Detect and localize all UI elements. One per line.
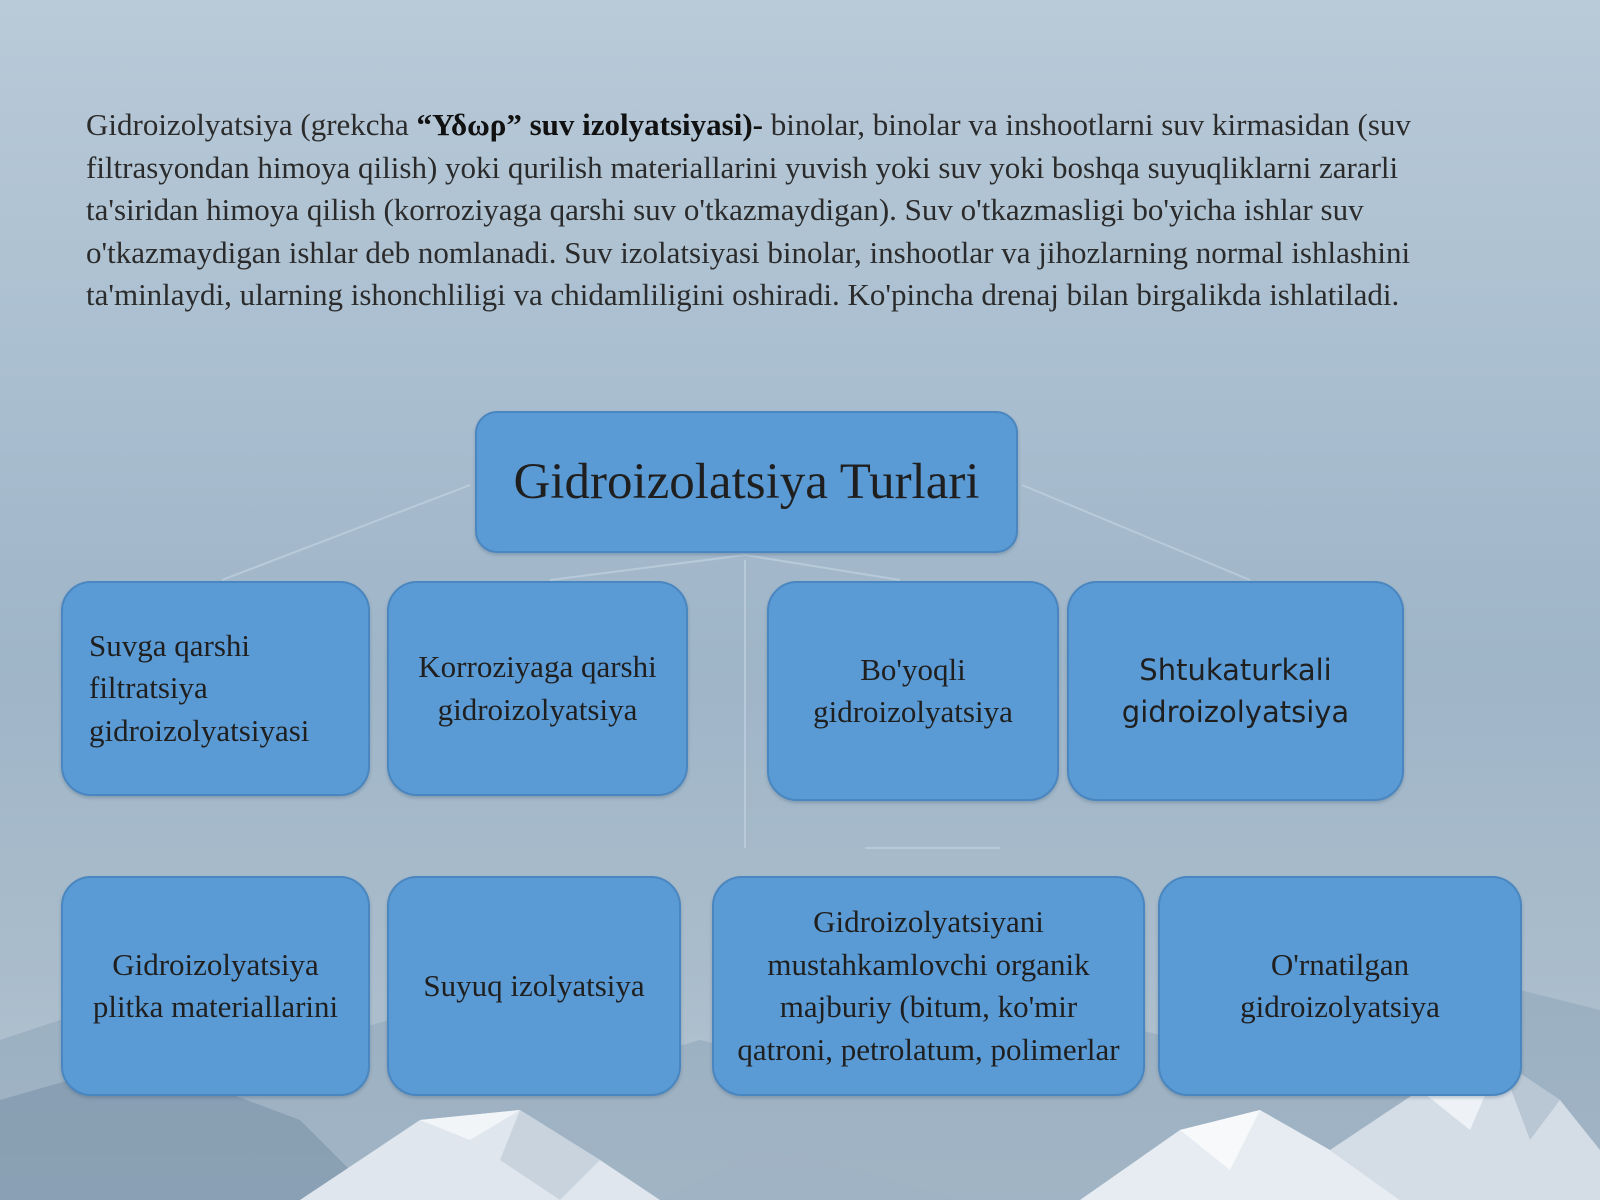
node-label: Suvga qarshi filtratsiya gidroizolyatsiyasi xyxy=(89,627,310,748)
node-paint xyxy=(767,581,1059,801)
intro-bold-term: “Υδωρ” suv izolyatsiyasi)- xyxy=(416,107,763,142)
connector-root-mid-right xyxy=(745,555,900,580)
root-node xyxy=(475,411,1018,553)
node-tile-materials xyxy=(61,876,370,1096)
node-anti-corrosion xyxy=(387,581,688,796)
node-organic-binders xyxy=(712,876,1145,1096)
connector-root-mid-left xyxy=(550,555,745,580)
node-plaster xyxy=(1067,581,1404,801)
node-label: Korroziyaga qarshi gidroizolyatsiya xyxy=(418,649,657,727)
node-label: Suyuq izolyatsiya xyxy=(423,967,645,1003)
connector-root-left xyxy=(222,485,470,580)
node-label: Gidroizolyatsiyani mustahkamlovchi organik majburiy (bitum, ko'mir qatroni, petrolatum, polimerlar xyxy=(737,904,1120,1067)
node-label: Bo'yoqli gidroizolyatsiya xyxy=(813,651,1013,729)
node-label: Gidroizolyatsiya plitka materiallarini xyxy=(92,946,339,1024)
connector-root-right xyxy=(1022,485,1250,580)
node-liquid xyxy=(387,876,681,1096)
node-label: Shtukaturkali gidroizolyatsiya xyxy=(1121,653,1350,729)
intro-paragraph xyxy=(86,104,1506,317)
node-label: O'rnatilgan gidroizolyatsiya xyxy=(1240,946,1440,1024)
node-anti-filtration xyxy=(61,581,370,796)
root-label: Gidroizolatsiya Turlari xyxy=(513,454,980,510)
node-built-in xyxy=(1158,876,1522,1096)
intro-prefix: Gidroizolyatsiya (grekcha xyxy=(86,107,417,142)
intro-rest: binolar, binolar va inshootlarni suv kirmasidan (suv filtrasyondan himoya qilish) yoki qurilish materiallarini yuvish yoki suv yoki boshqa suyuqliklarni zararli ta'siridan himoya qilish (korroziyaga qarshi suv o'tkazmaydigan). Suv o'tkazmasligi bo'yicha ishlar suv o'tkazmaydigan ishlar deb nomlanadi. Suv izolatsiyasi binolar, inshootlar va jihozlarning normal ishlashini ta'minlaydi, ularning ishonchliligi va chidamliligini oshiradi. Ko'pincha drenaj bilan birgalikda ishlatiladi. xyxy=(86,107,1411,312)
